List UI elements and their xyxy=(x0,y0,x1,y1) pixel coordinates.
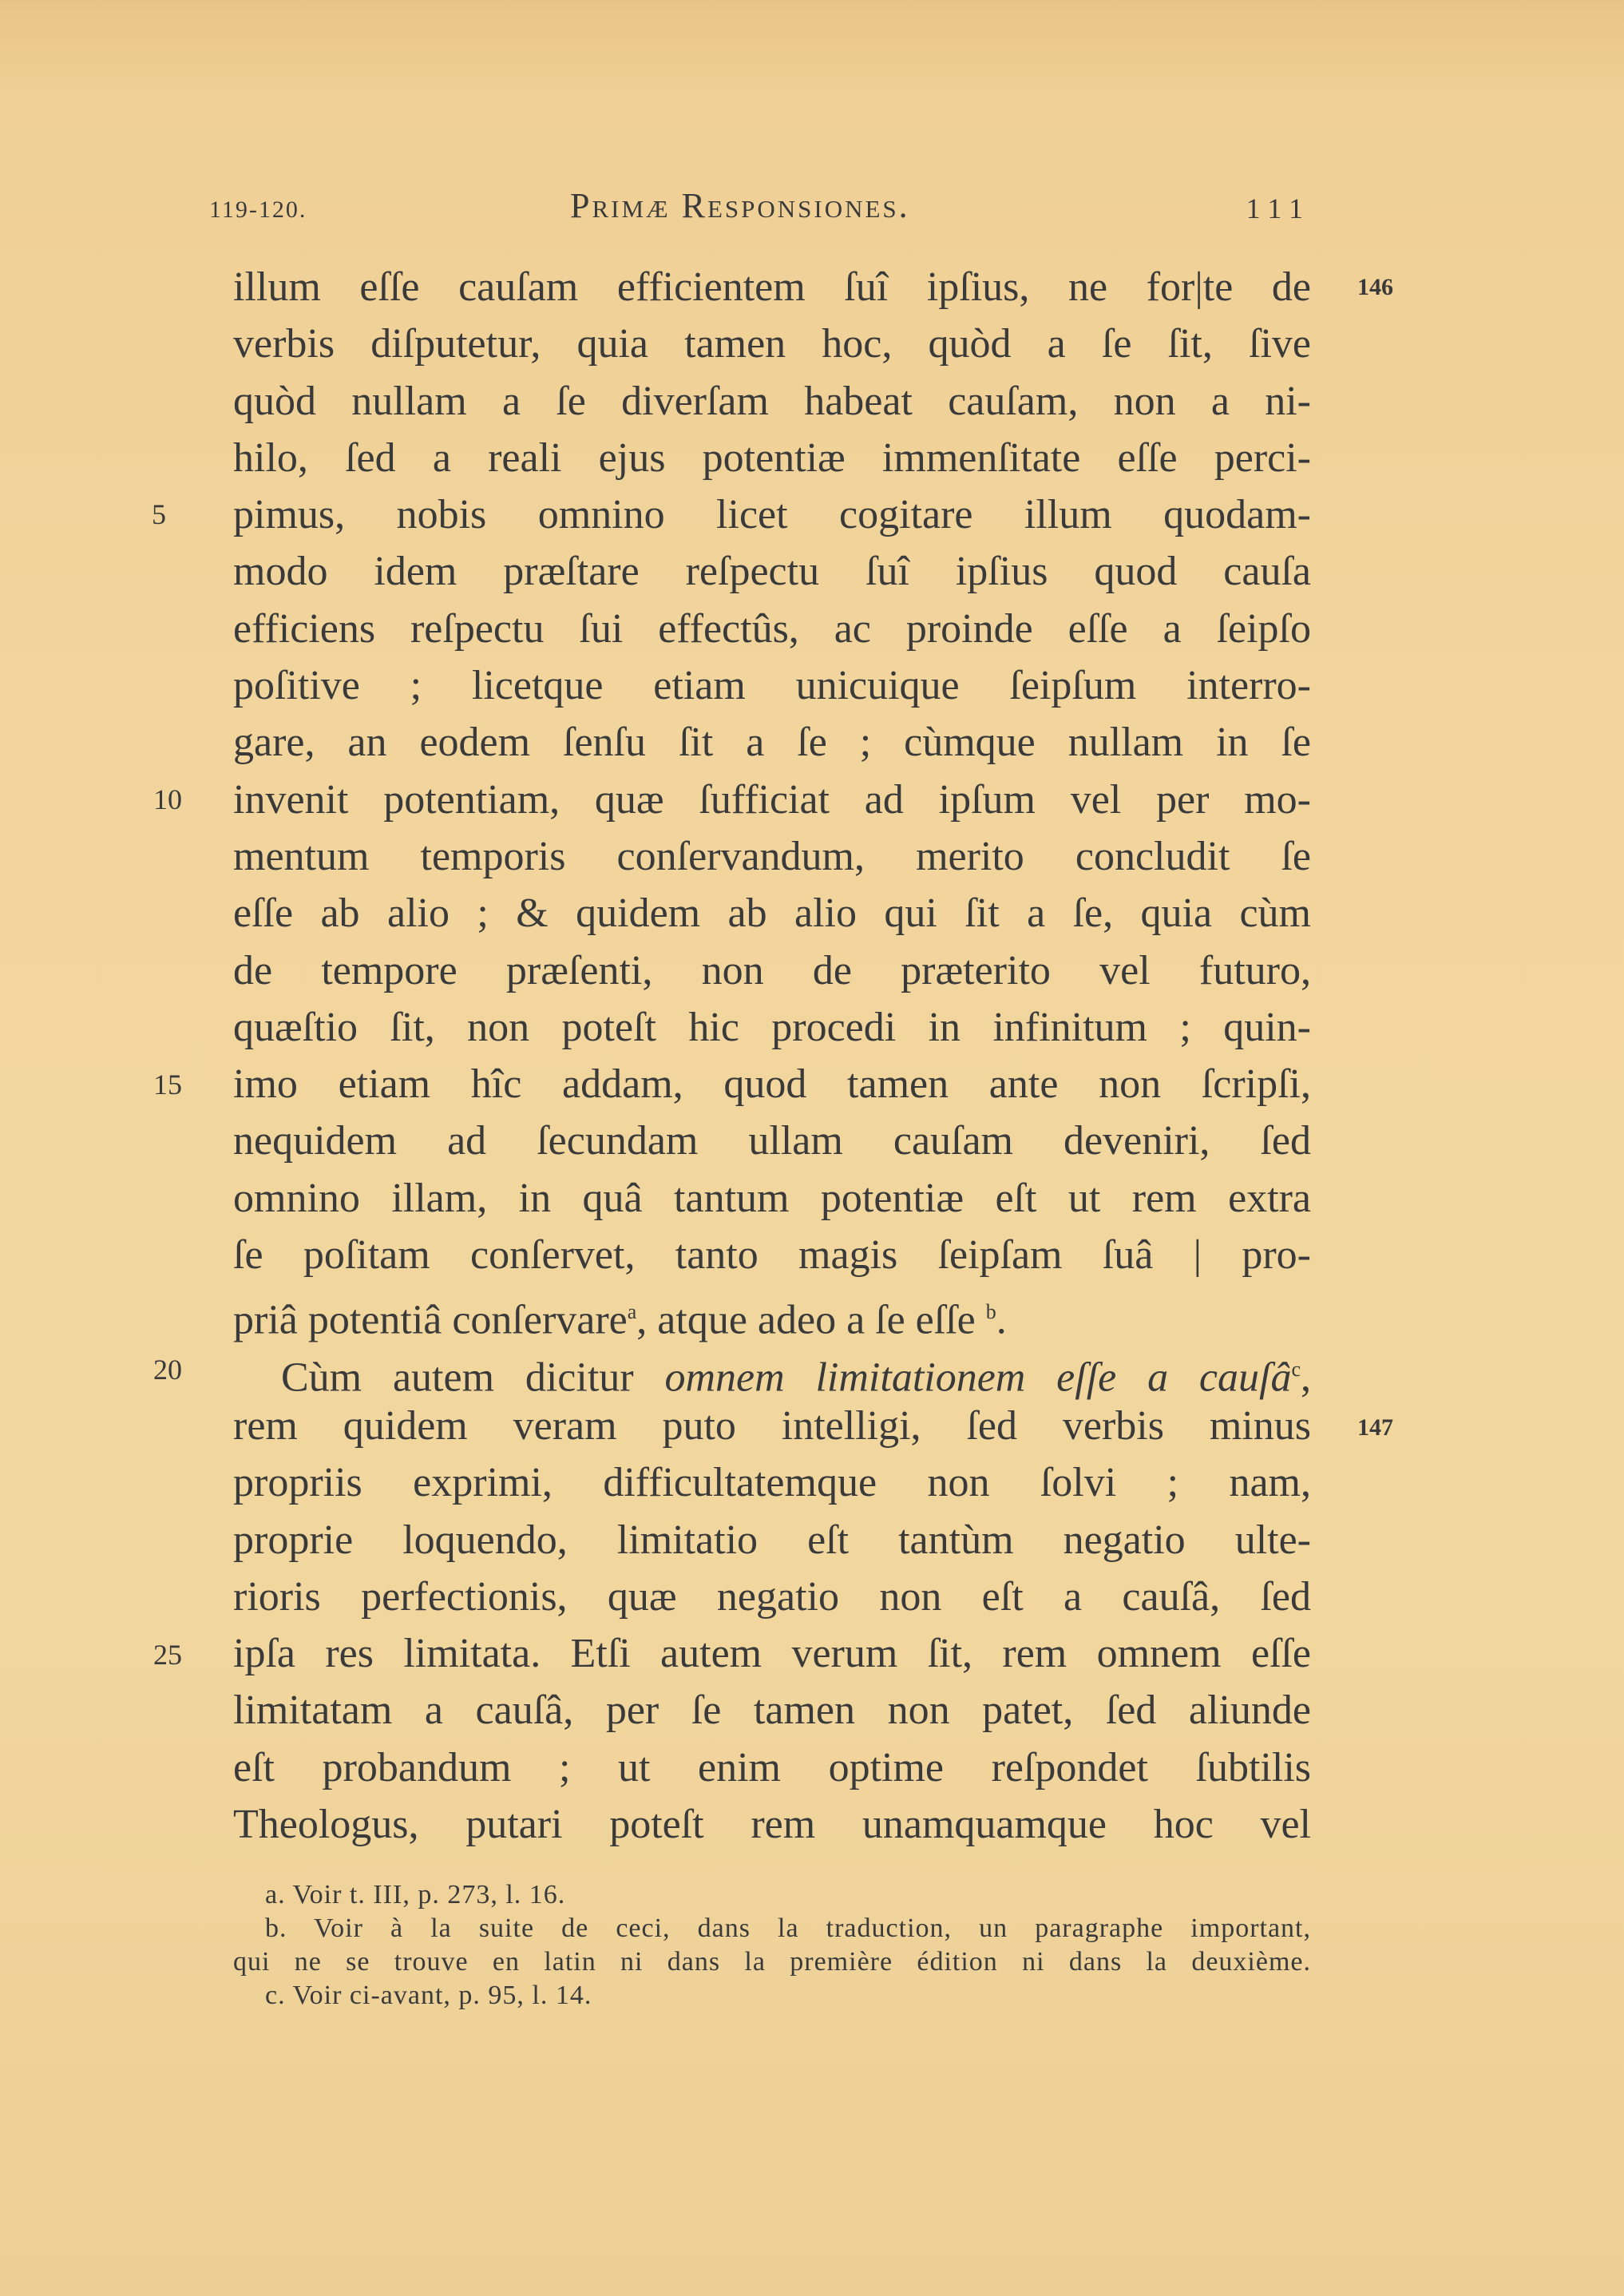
main-text xyxy=(233,259,1311,1853)
footnote-c: c. Voir ci-avant, p. 95, l. 14. xyxy=(265,1981,592,2010)
footnotes xyxy=(233,1878,1311,2012)
text-line: quòd nullam a ſe diverſam habeat cauſam, non a ni- xyxy=(233,378,1311,424)
footnote-ref-b: b xyxy=(985,1300,996,1324)
text-line: nequidem ad ſecundam ullam cauſam deveniri, ſed xyxy=(233,1118,1311,1164)
text-line: eſt probandum ; ut enim optime reſpondet ſubtilis xyxy=(233,1744,1311,1790)
text-line: efficiens reſpectu ſui effectûs, ac proinde eſſe a ſeipſo xyxy=(233,605,1311,652)
line-number-20: 20 xyxy=(153,1354,182,1386)
margin-page-number-147: 147 xyxy=(1357,1414,1393,1441)
text-line: modo idem præſtare reſpectu ſuî ipſius quod cauſa xyxy=(233,549,1311,595)
line-number-10: 10 xyxy=(153,783,182,815)
header-page-number: 111 xyxy=(1246,192,1311,224)
text-line: ipſa res limitata. Etſi autem verum ſit, rem omnem eſſe xyxy=(233,1631,1311,1677)
text-line: Theologus, putari poteſt rem unamquamque hoc vel xyxy=(233,1802,1311,1848)
footnote-b-continued: qui ne se trouve en latin ni dans la première édition ni dans la deuxième. xyxy=(233,1947,1311,1977)
text-line: limitatam a cauſâ, per ſe tamen non patet, ſed aliunde xyxy=(233,1687,1311,1734)
text-line-paragraph-start: Cùm autem dicitur omnem limitationem eſſe a cauſâ$^c$, xyxy=(281,1354,1311,1400)
text-line-paragraph-end: priâ potentiâ conſervare$^a$, atque adeo a ſe eſſe $^b$. xyxy=(233,1297,1007,1343)
running-header xyxy=(209,185,1311,233)
text-line: pimus, nobis omnino licet cogitare illum quodam- xyxy=(233,492,1311,538)
text-line: quæſtio ſit, non poteſt hic procedi in infinitum ; quin- xyxy=(233,1004,1311,1050)
italic-quotation: omnem limitationem eſſe a cauſâ xyxy=(664,1354,1292,1400)
text-line: ſe poſitam conſervet, tanto magis ſeipſam ſuâ | pro- xyxy=(233,1232,1311,1279)
footnote-ref-a: a xyxy=(627,1300,637,1324)
text-line: proprie loquendo, limitatio eſt tantùm negatio ulte- xyxy=(233,1517,1311,1563)
footnote-a: a. Voir t. III, p. 273, l. 16. xyxy=(265,1880,566,1909)
text-line: mentum temporis conſervandum, merito concludit ſe xyxy=(233,833,1311,879)
text-line: rioris perfectionis, quæ negatio non eſt a cauſâ, ſed xyxy=(233,1573,1311,1620)
line-number-15: 15 xyxy=(153,1069,182,1100)
text-line: de tempore præſenti, non de præterito vel futuro, xyxy=(233,947,1311,993)
text-fragment: priâ potentiâ conſervare xyxy=(233,1297,628,1343)
text-line: eſſe ab alio ; & quidem ab alio qui ſit a ſe, quia cùm xyxy=(233,890,1311,937)
text-line: imo etiam hîc addam, quod tamen ante non ſcripſi, xyxy=(233,1061,1311,1108)
text-line: omnino illam, in quâ tantum potentiæ eſt ut rem extra xyxy=(233,1175,1311,1221)
text-line: propriis exprimi, difficultatemque non ſolvi ; nam, xyxy=(233,1460,1311,1506)
text-line: poſitive ; licetque etiam unicuique ſeipſum interro- xyxy=(233,663,1311,709)
text-line: hilo, ſed a reali ejus potentiæ immenſitate eſſe perci- xyxy=(233,434,1311,481)
margin-page-number-146: 146 xyxy=(1357,274,1393,300)
text-fragment: Cùm autem dicitur xyxy=(281,1354,634,1400)
footnote-b: b. Voir à la suite de ceci, dans la traduction, un paragraphe important, xyxy=(265,1913,1311,1943)
footnote-ref-c: c xyxy=(1291,1357,1301,1381)
text-line: illum eſſe cauſam efficientem ſuî ipſius, ne for|te de xyxy=(233,264,1311,310)
line-number-5: 5 xyxy=(152,498,166,530)
text-line: rem quidem veram puto intelligi, ſed verbis minus xyxy=(233,1402,1311,1449)
text-fragment: , atque adeo a ſe eſſe xyxy=(636,1297,976,1343)
header-title: Primæ Responsiones. xyxy=(570,186,910,225)
text-line: gare, an eodem ſenſu ſit a ſe ; cùmque nullam in ſe xyxy=(233,720,1311,766)
text-line: invenit potentiam, quæ ſufficiat ad ipſum vel per mo- xyxy=(233,776,1311,823)
header-section-range: 119-120. xyxy=(209,196,307,223)
line-number-25: 25 xyxy=(153,1639,182,1671)
text-line: verbis diſputetur, quia tamen hoc, quòd a ſe ſit, ſive xyxy=(233,321,1311,367)
